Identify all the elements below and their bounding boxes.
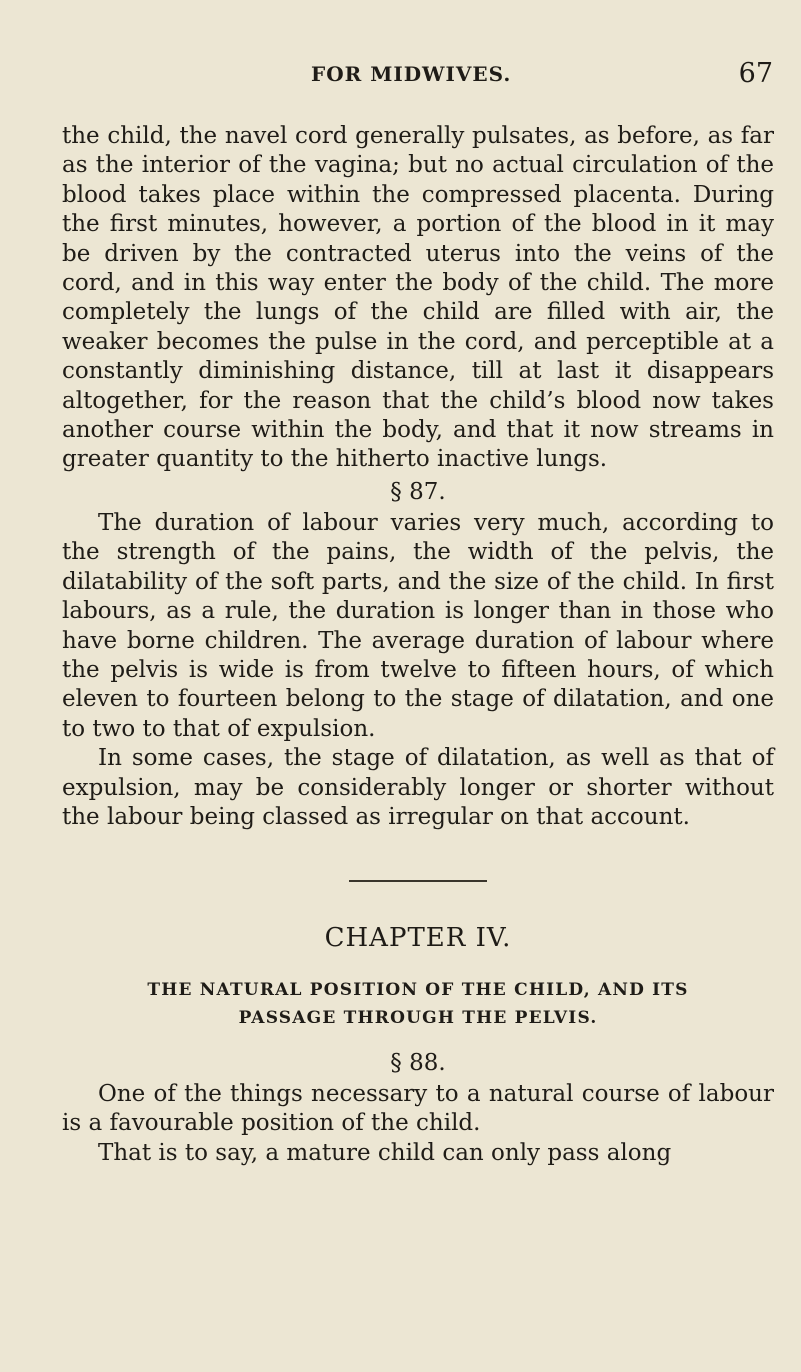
body-text [62,122,774,1168]
section-88-paragraph-2: That is to say, a mature child can only pass along [98,1139,672,1166]
chapter-title: CHAPTER IV. [324,923,512,954]
chapter-subtitle: THE NATURAL POSITION OF THE CHILD, AND ITS PASSAGE THROUGH THE PELVIS. [147,979,689,1028]
section-87-heading: § 87. [390,478,446,505]
chapter-divider [349,880,487,882]
section-87-paragraph-1: The duration of labour varies very much, according to the strength of the pains, the width of the pelvis, the dilatability of the soft parts, and the size of the child. In first labours, as a rule, the duration is longer than in those who have borne children. The average duration of labour where the pelvis is wide is from twelve to fifteen hours, of which eleven to fourteen belong to the stage of dilatation, and one to two to that of expulsion. [62,509,774,742]
section-87-paragraph-2: In some cases, the stage of dilatation, as well as that of expulsion, may be considerably longer or shorter without the labour being classed as irregular on that account. [62,745,774,830]
section-88-heading: § 88. [390,1049,446,1076]
paragraph-continued: the child, the navel cord generally pulsates, as before, as far as the interior of the vagina; but no actual circulation of the blood takes place within the compressed placenta. During the first minutes, however, a portion of the blood in it may be driven by the contracted uterus into the veins of the cord, and in this way enter the body of the child. The more completely the lungs of the child are filled with air, the weaker becomes the pulse in the cord, and perceptible at a constantly diminishing distance, till at last it disappears altogether, for the reason that the child’s blood now takes another course within the body, and that it now streams in greater quantity to the hitherto inactive lungs. [62,123,774,473]
page-header [0,58,801,96]
running-head: FOR MIDWIVES. [311,62,512,86]
section-88-paragraph-1: One of the things necessary to a natural course of labour is a favourable position of the child. [62,1080,774,1137]
page-number: 67 [738,58,773,89]
